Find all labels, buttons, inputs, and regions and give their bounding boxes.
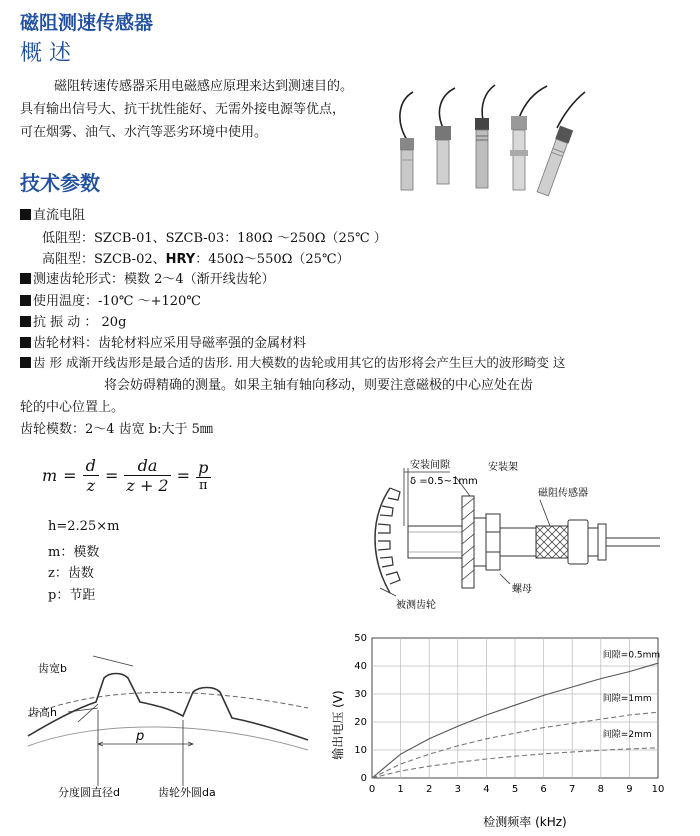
spec-vibration: 抗 振 动 ： 20g [20, 311, 126, 330]
formula-m-def: m：模数 [48, 545, 100, 560]
spec-high-resistance: 高阻型：SZCB-02、HRY：450Ω～550Ω（25℃） [42, 252, 350, 267]
chart-y-tick-label: 10 [354, 745, 367, 756]
chart-x-axis-label: 检测频率 (kHz) [483, 815, 567, 829]
voltage-frequency-chart [330, 630, 690, 830]
spec-low-resistance: 低阻型：SZCB-01、SZCB-03：180Ω ～250Ω（25℃ ） [42, 231, 387, 246]
spec-module-width: 齿轮模数：2～4 齿宽 b:大于 5㎜ [20, 422, 213, 437]
chart-x-tick-label: 1 [397, 784, 404, 795]
chart-y-tick-label: 20 [354, 717, 367, 728]
chart-y-tick-label: 50 [354, 633, 367, 644]
gear-pitch-label: p [136, 729, 145, 744]
chart-x-tick-label: 6 [540, 784, 547, 795]
gear-outer-diameter-label: 齿轮外圆da [158, 786, 216, 799]
specs-heading: 技术参数 [20, 171, 100, 195]
gear-pitch-diameter-label: 分度圆直径d [58, 786, 120, 799]
chart-x-tick-label: 5 [511, 784, 519, 795]
installation-diagram [360, 448, 690, 618]
install-gear-label: 被测齿轮 [396, 600, 436, 611]
page-title: 磁阻测速传感器 [20, 12, 154, 34]
chart-series-label-1: 间隙=1mm [602, 694, 652, 704]
chart-y-tick-label: 0 [360, 773, 367, 784]
spec-gear-form: 测速齿轮形式：模数 2～4（渐开线齿轮） [20, 268, 275, 287]
spec-temperature: 使用温度：-10℃ ～+120℃ [20, 290, 201, 309]
install-gap-value: δ =0.5~1mm [410, 476, 478, 487]
spec-tooth-line-2: 将会妨碍精确的测量。如果主轴有轴向移动，则要注意磁极的中心应处在齿 [104, 378, 534, 393]
chart-x-tick-label: 3 [454, 784, 461, 795]
install-bracket-label: 安装架 [488, 462, 518, 473]
spec-tooth-line-3: 轮的中心位置上。 [20, 400, 125, 415]
install-gap-label: 安装间隙 [410, 460, 450, 471]
gear-tooth-diagram [18, 636, 318, 806]
sensor-photo [385, 80, 615, 205]
overview-heading: 概 述 [20, 41, 71, 66]
chart-x-tick-label: 4 [483, 784, 490, 795]
formula-z-def: z：齿数 [48, 566, 94, 581]
chart-series-label-2: 间隙=2mm [602, 729, 652, 740]
chart-series-label-0: 间隙=0.5mm [602, 650, 661, 661]
formula: m = $\frac{d}{z}$ = $\frac{da}{z + 2}$ = p π [42, 450, 211, 500]
chart-x-tick-label: 9 [626, 784, 633, 795]
chart-y-tick-label: 30 [354, 689, 367, 700]
spec-dc-resistance: 直流电阻 [20, 204, 85, 223]
gear-tooth-width-label: 齿宽b [38, 662, 67, 675]
chart-x-tick-label: 2 [426, 784, 433, 795]
spec-gear-material: 齿轮材料：齿轮材料应采用导磁率强的金属材料 [20, 332, 306, 351]
spec-tooth-line-1: 齿 形 成渐开线齿形是最合适的齿形. 用大模数的齿轮或用其它的齿形将会产生巨大的波形畸变 这 [20, 353, 565, 371]
chart-x-tick-label: 7 [569, 784, 576, 795]
gear-teeth [378, 488, 400, 584]
install-nut-label: 螺母 [512, 584, 532, 595]
formula-h: h=2.25×m [48, 519, 120, 534]
overview-line-2: 具有输出信号大、抗干扰性能好、无需外接电源等优点， [20, 102, 346, 117]
overview-line-3: 可在烟雾、油气、水汽等恶劣环境中使用。 [20, 125, 268, 140]
formula-p-def: p：节距 [48, 588, 96, 603]
install-sensor-label: 磁阻传感器 [538, 488, 588, 499]
chart-y-tick-label: 40 [354, 661, 367, 672]
chart-y-axis-label: 输出电压 (V) [331, 690, 345, 760]
chart-x-tick-label: 10 [651, 784, 665, 795]
chart-x-tick-label: 0 [368, 784, 376, 795]
chart-x-tick-label: 8 [597, 784, 604, 795]
overview-line-1: 磁阻转速传感器采用电磁感应原理来达到测速目的。 [54, 79, 354, 94]
gear-tooth-height-label: 齿高h [28, 706, 57, 719]
